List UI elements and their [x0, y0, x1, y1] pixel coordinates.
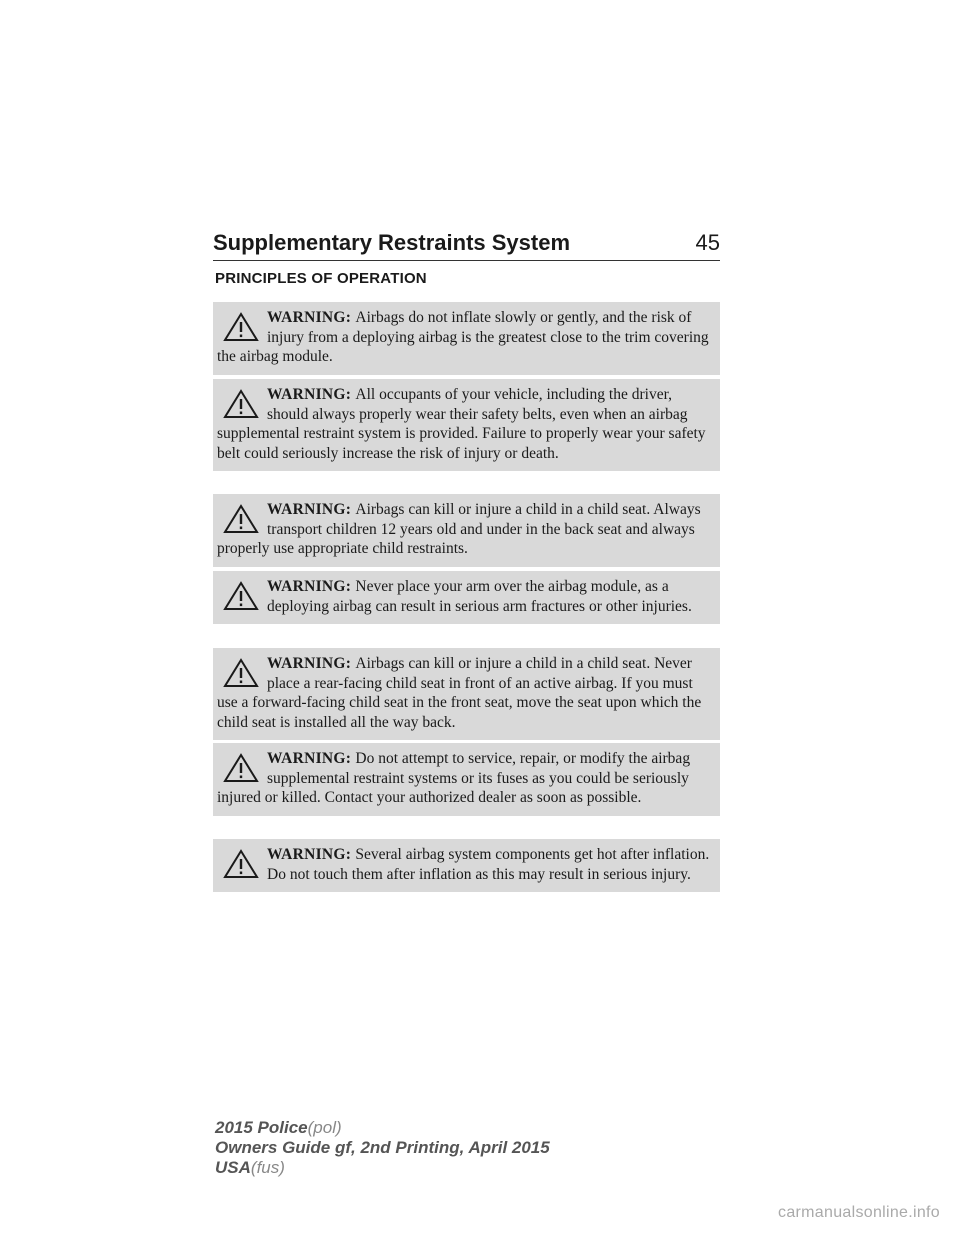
section-heading: PRINCIPLES OF OPERATION: [215, 270, 427, 287]
warning-label: WARNING:: [267, 386, 356, 403]
warning-box: [213, 648, 720, 740]
warning-text: Never place your arm over the airbag module, as a deploying airbag can result in serious arm fractures or other injuries.: [267, 578, 692, 615]
warning-triangle-icon: [223, 849, 259, 879]
page-number: 45: [695, 230, 720, 255]
warning-box: [213, 379, 720, 471]
warning-text: Several airbag system components get hot after inflation. Do not touch them after inflation as this may result in serious injury.: [267, 846, 710, 883]
footer-line-2: [215, 1138, 550, 1158]
warning-text: Do not attempt to service, repair, or modify the airbag supplemental restraint systems or its fuses as you could be seriously injured or killed. Contact your authorized dealer as soon as possible.: [217, 750, 691, 806]
warning-label: WARNING:: [267, 309, 356, 326]
chapter-title: Supplementary Restraints System: [213, 230, 571, 255]
warning-box: [213, 571, 720, 624]
warning-label: WARNING:: [267, 750, 356, 767]
warning-label: WARNING:: [267, 655, 356, 672]
footer-line-1: [215, 1118, 550, 1138]
warning-triangle-icon: [223, 389, 259, 419]
warning-box: [213, 743, 720, 816]
warning-text: All occupants of your vehicle, including the driver, should always properly wear their safety belts, even when an airbag supplemental restraint system is provided. Failure to properly wear your safety belt could seriously increase the risk of injury or death.: [217, 386, 706, 462]
warning-triangle-icon: [223, 753, 259, 783]
footer-model-code: (pol): [307, 1118, 342, 1137]
footer-market: USA: [215, 1158, 251, 1177]
warning-label: WARNING:: [267, 501, 356, 518]
warning-box: [213, 302, 720, 375]
warning-label: WARNING:: [267, 578, 356, 595]
watermark: carmanualsonline.info: [778, 1204, 940, 1221]
warning-text: Airbags can kill or injure a child in a child seat. Never place a rear-facing child seat in front of an active airbag. If you must use a forward-facing child seat in the front seat, move the seat upon which the child seat is installed all the way back.: [217, 655, 702, 731]
warning-triangle-icon: [223, 581, 259, 611]
warning-triangle-icon: [223, 312, 259, 342]
warning-box: [213, 839, 720, 892]
footer-market-code: (fus): [250, 1158, 285, 1177]
warning-triangle-icon: [223, 504, 259, 534]
footer-line-3: [215, 1158, 550, 1178]
print-footer: [215, 1118, 550, 1178]
footer-edition: Owners Guide gf, 2nd Printing, April 2015: [215, 1138, 550, 1157]
footer-model: 2015 Police: [215, 1118, 308, 1137]
warning-triangle-icon: [223, 658, 259, 688]
warning-label: WARNING:: [267, 846, 356, 863]
warning-text: Airbags do not inflate slowly or gently, and the risk of injury from a deploying airbag is the greatest close to the trim covering the airbag module.: [217, 309, 709, 365]
warning-box: [213, 494, 720, 567]
page-header: [213, 230, 720, 261]
warning-text: Airbags can kill or injure a child in a child seat. Always transport children 12 years old and under in the back seat and always properly use appropriate child restraints.: [217, 501, 701, 557]
